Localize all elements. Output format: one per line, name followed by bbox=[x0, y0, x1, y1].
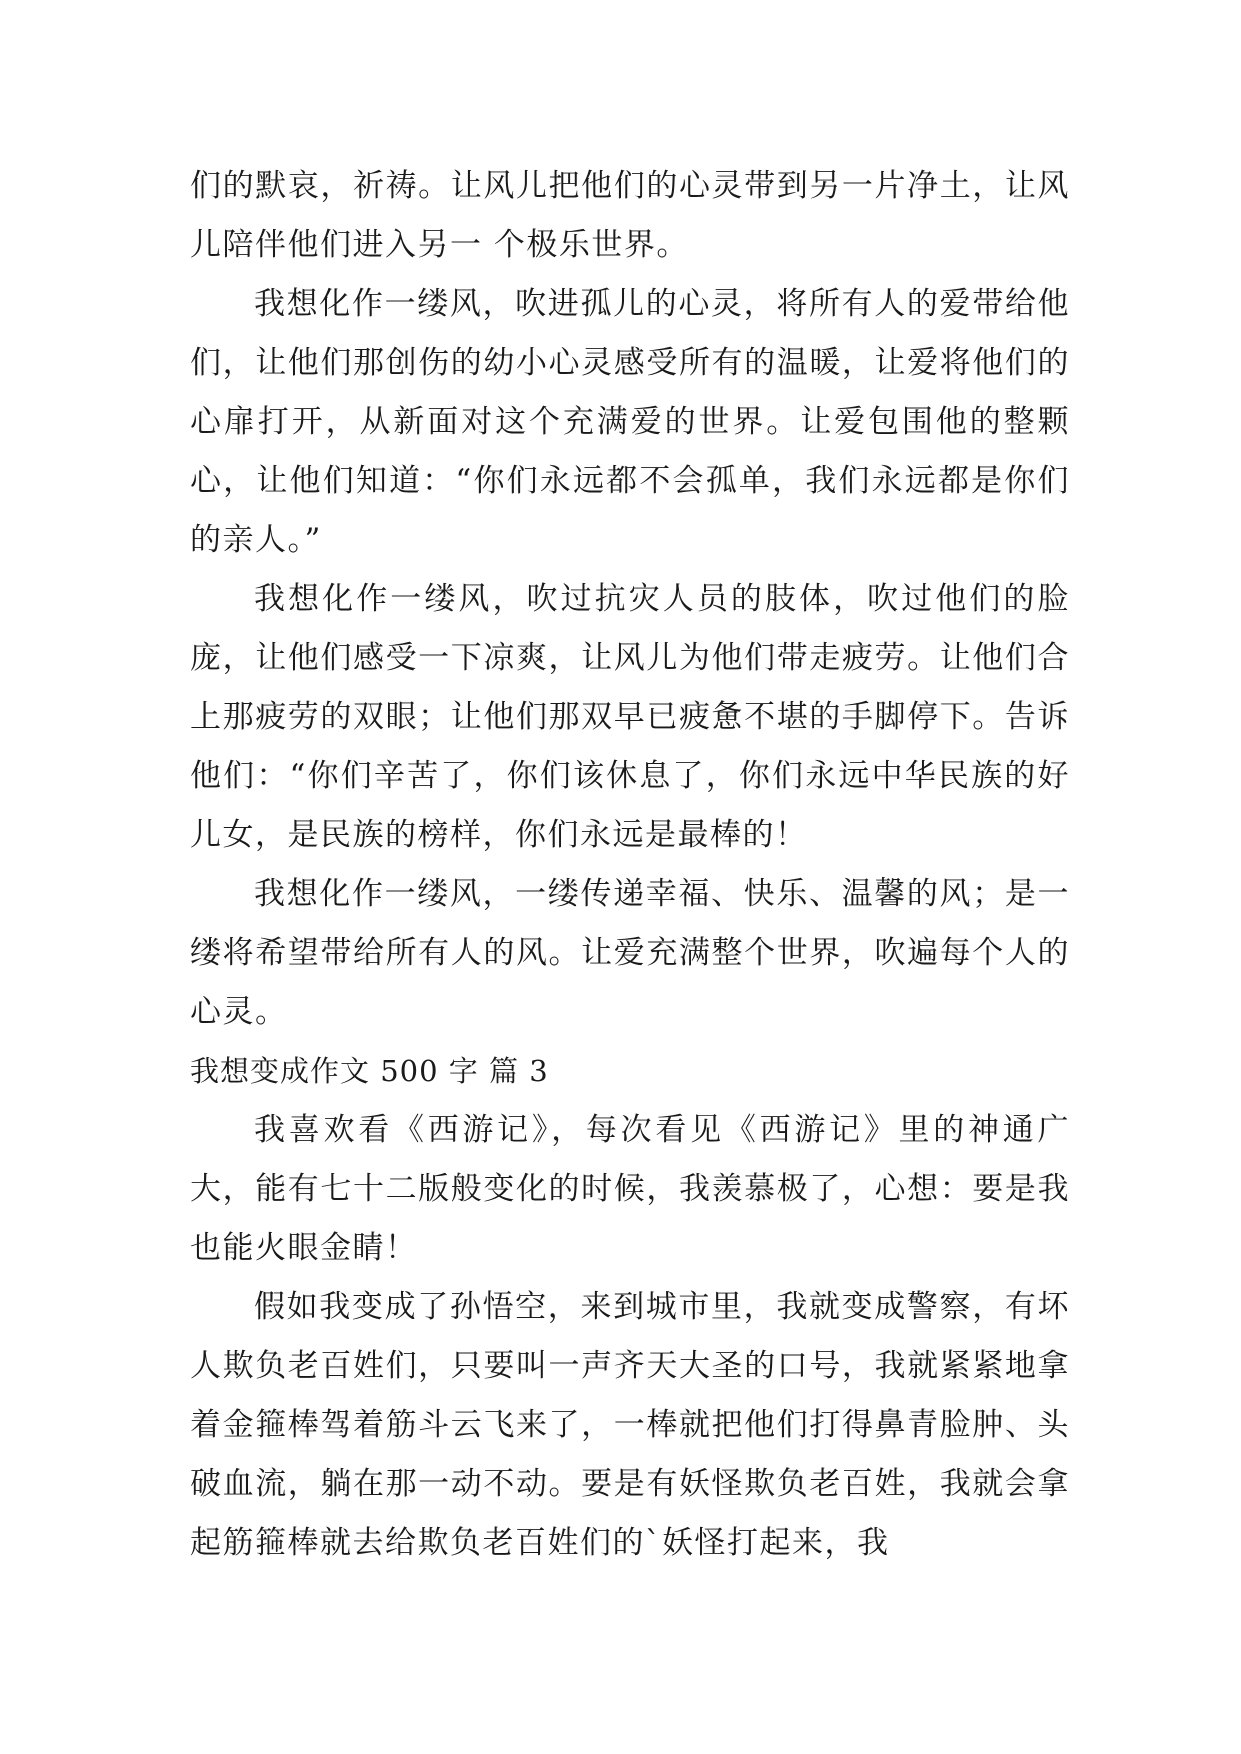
paragraph-1: 们的默哀，祈祷。让风儿把他们的心灵带到另一片净土，让风儿陪伴他们进入另一 个极乐世界。 bbox=[190, 168, 1070, 263]
section-heading: 我想变成作文 500 字 篇 3 bbox=[190, 1054, 549, 1088]
paragraph-3: 我想化作一缕风，吹过抗灾人员的肢体，吹过他们的脸庞，让他们感受一下凉爽，让风儿为他们带走疲劳。让他们合上那疲劳的双眼；让他们那双早已疲惫不堪的手脚停下。告诉他们：“你们辛苦了，你们该休息了，你们永远中华民族的好儿女，是民族的榜样，你们永远是最棒的！ bbox=[190, 581, 1070, 853]
paragraph-2: 我想化作一缕风，吹进孤儿的心灵，将所有人的爱带给他们，让他们那创伤的幼小心灵感受所有的温暖，让爱将他们的心扉打开，从新面对这个充满爱的世界。让爱包围他的整颗心，让他们知道：“你们永远都不会孤单，我们永远都是你们的亲人。” bbox=[190, 286, 1070, 558]
paragraph-4: 我想化作一缕风，一缕传递幸福、快乐、温馨的风；是一缕将希望带给所有人的风。让爱充满整个世界，吹遍每个人的心灵。 bbox=[190, 876, 1070, 1030]
document-body bbox=[190, 157, 1070, 1573]
paragraph-5: 我喜欢看《西游记》，每次看见《西游记》里的神通广大，能有七十二版般变化的时候，我羡慕极了，心想：要是我也能火眼金睛！ bbox=[190, 1112, 1070, 1266]
paragraph-6: 假如我变成了孙悟空，来到城市里，我就变成警察，有坏人欺负老百姓们，只要叫一声齐天大圣的口号，我就紧紧地拿着金箍棒驾着筋斗云飞来了，一棒就把他们打得鼻青脸肿、头破血流，躺在那一动不动。要是有妖怪欺负老百姓，我就会拿起筋箍棒就去给欺负老百姓们的`妖怪打起来，我 bbox=[190, 1289, 1070, 1561]
